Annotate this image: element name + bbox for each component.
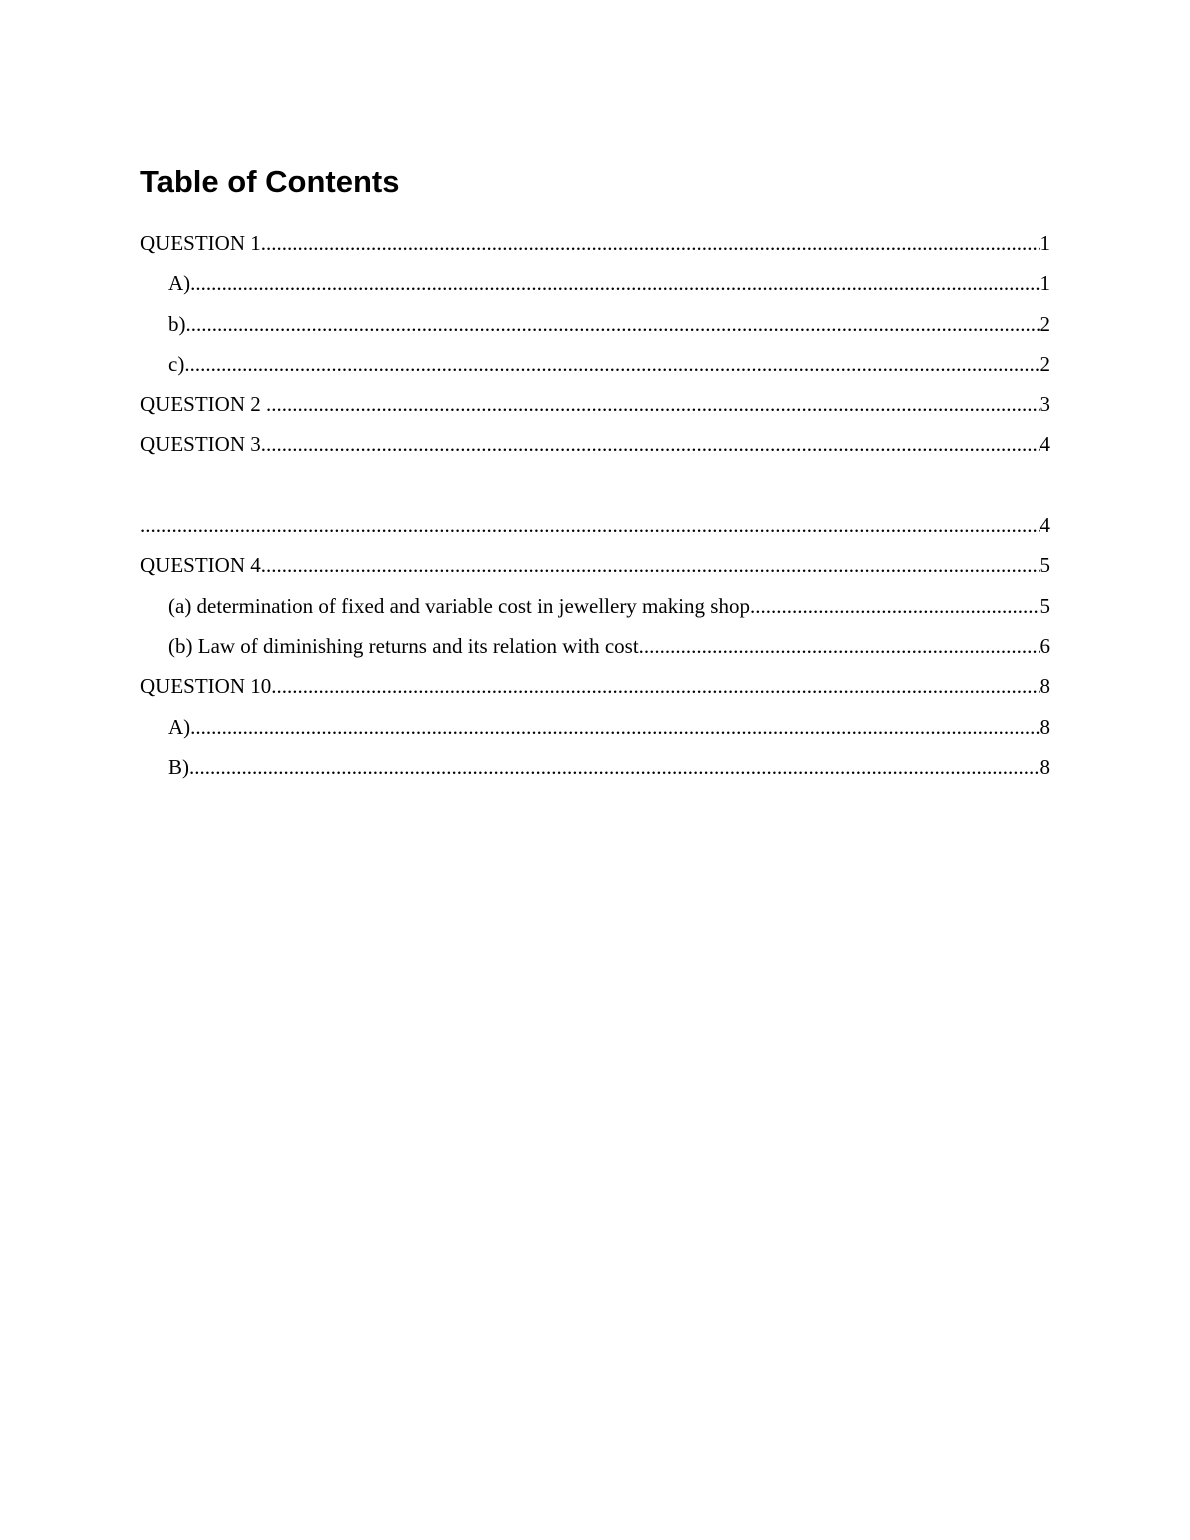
toc-entry-question-1[interactable] <box>140 223 1050 263</box>
toc-entry-label: QUESTION 4 <box>140 553 261 578</box>
toc-entry-question-1-a[interactable] <box>140 263 1050 303</box>
toc-dot-leader <box>261 545 1040 585</box>
toc-dot-leader <box>190 707 1039 747</box>
toc-entry-label: c) <box>168 351 185 376</box>
toc-entry-question-10-b[interactable] <box>140 747 1050 787</box>
toc-dot-leader <box>184 344 1039 384</box>
toc-entry-question-1-b[interactable] <box>140 304 1050 344</box>
toc-entry-question-4-b[interactable] <box>140 626 1050 666</box>
toc-entry-page: 4 <box>1039 513 1050 538</box>
toc-entry-question-10[interactable] <box>140 666 1050 706</box>
toc-entry-label: QUESTION 10 <box>140 674 272 699</box>
toc-dot-leader <box>140 505 1040 545</box>
toc-entry-page: 8 <box>1039 674 1050 699</box>
toc-dot-leader <box>190 263 1039 303</box>
toc-entry-page: 1 <box>1039 231 1050 255</box>
toc-entry-page: 8 <box>1039 714 1050 739</box>
toc-entry-question-10-a[interactable] <box>140 707 1050 747</box>
toc-entry-label: (b) Law of diminishing returns and its relation with cost <box>168 633 639 658</box>
toc-entry-page: 5 <box>1039 553 1050 578</box>
toc-entry-label: B) <box>168 754 189 779</box>
toc-entry-page: 1 <box>1039 271 1050 296</box>
toc-entry-question-1-c[interactable] <box>140 344 1050 384</box>
toc-entry-label: A) <box>168 271 191 296</box>
toc-entry-page: 2 <box>1039 351 1050 376</box>
toc-list <box>140 223 1050 787</box>
toc-entry-label: A) <box>168 714 191 739</box>
toc-entry-question-2[interactable] <box>140 384 1050 424</box>
toc-entry-label: b) <box>168 311 186 336</box>
toc-entry-label: QUESTION 1 <box>140 231 261 255</box>
toc-dot-leader <box>261 424 1040 464</box>
toc-entry-label: QUESTION 2 <box>140 392 266 417</box>
toc-dot-leader <box>261 223 1040 263</box>
toc-entry-page: 8 <box>1039 754 1050 779</box>
toc-entry-question-4-a[interactable] <box>140 586 1050 626</box>
toc-entry-label: QUESTION 3 <box>140 432 261 457</box>
toc-entry-label: (a) determination of fixed and variable cost in jewellery making shop <box>168 593 750 618</box>
toc-entry-page: 2 <box>1039 311 1050 336</box>
toc-dot-leader <box>186 304 1040 344</box>
toc-title: Table of Contents <box>140 164 400 199</box>
toc-entry-question-4[interactable] <box>140 545 1050 585</box>
toc-entry-page: 5 <box>1039 593 1050 618</box>
toc-entry-untitled[interactable] <box>140 505 1050 545</box>
toc-dot-leader <box>189 747 1040 787</box>
toc-dot-leader <box>750 586 1040 626</box>
toc-entry-page: 6 <box>1039 633 1050 658</box>
toc-dot-leader <box>271 666 1039 706</box>
toc-entry-page: 4 <box>1039 432 1050 457</box>
toc-entry-page: 3 <box>1039 392 1050 417</box>
toc-entry-question-3[interactable] <box>140 424 1050 464</box>
toc-dot-leader <box>266 384 1040 424</box>
toc-dot-leader <box>639 626 1040 666</box>
